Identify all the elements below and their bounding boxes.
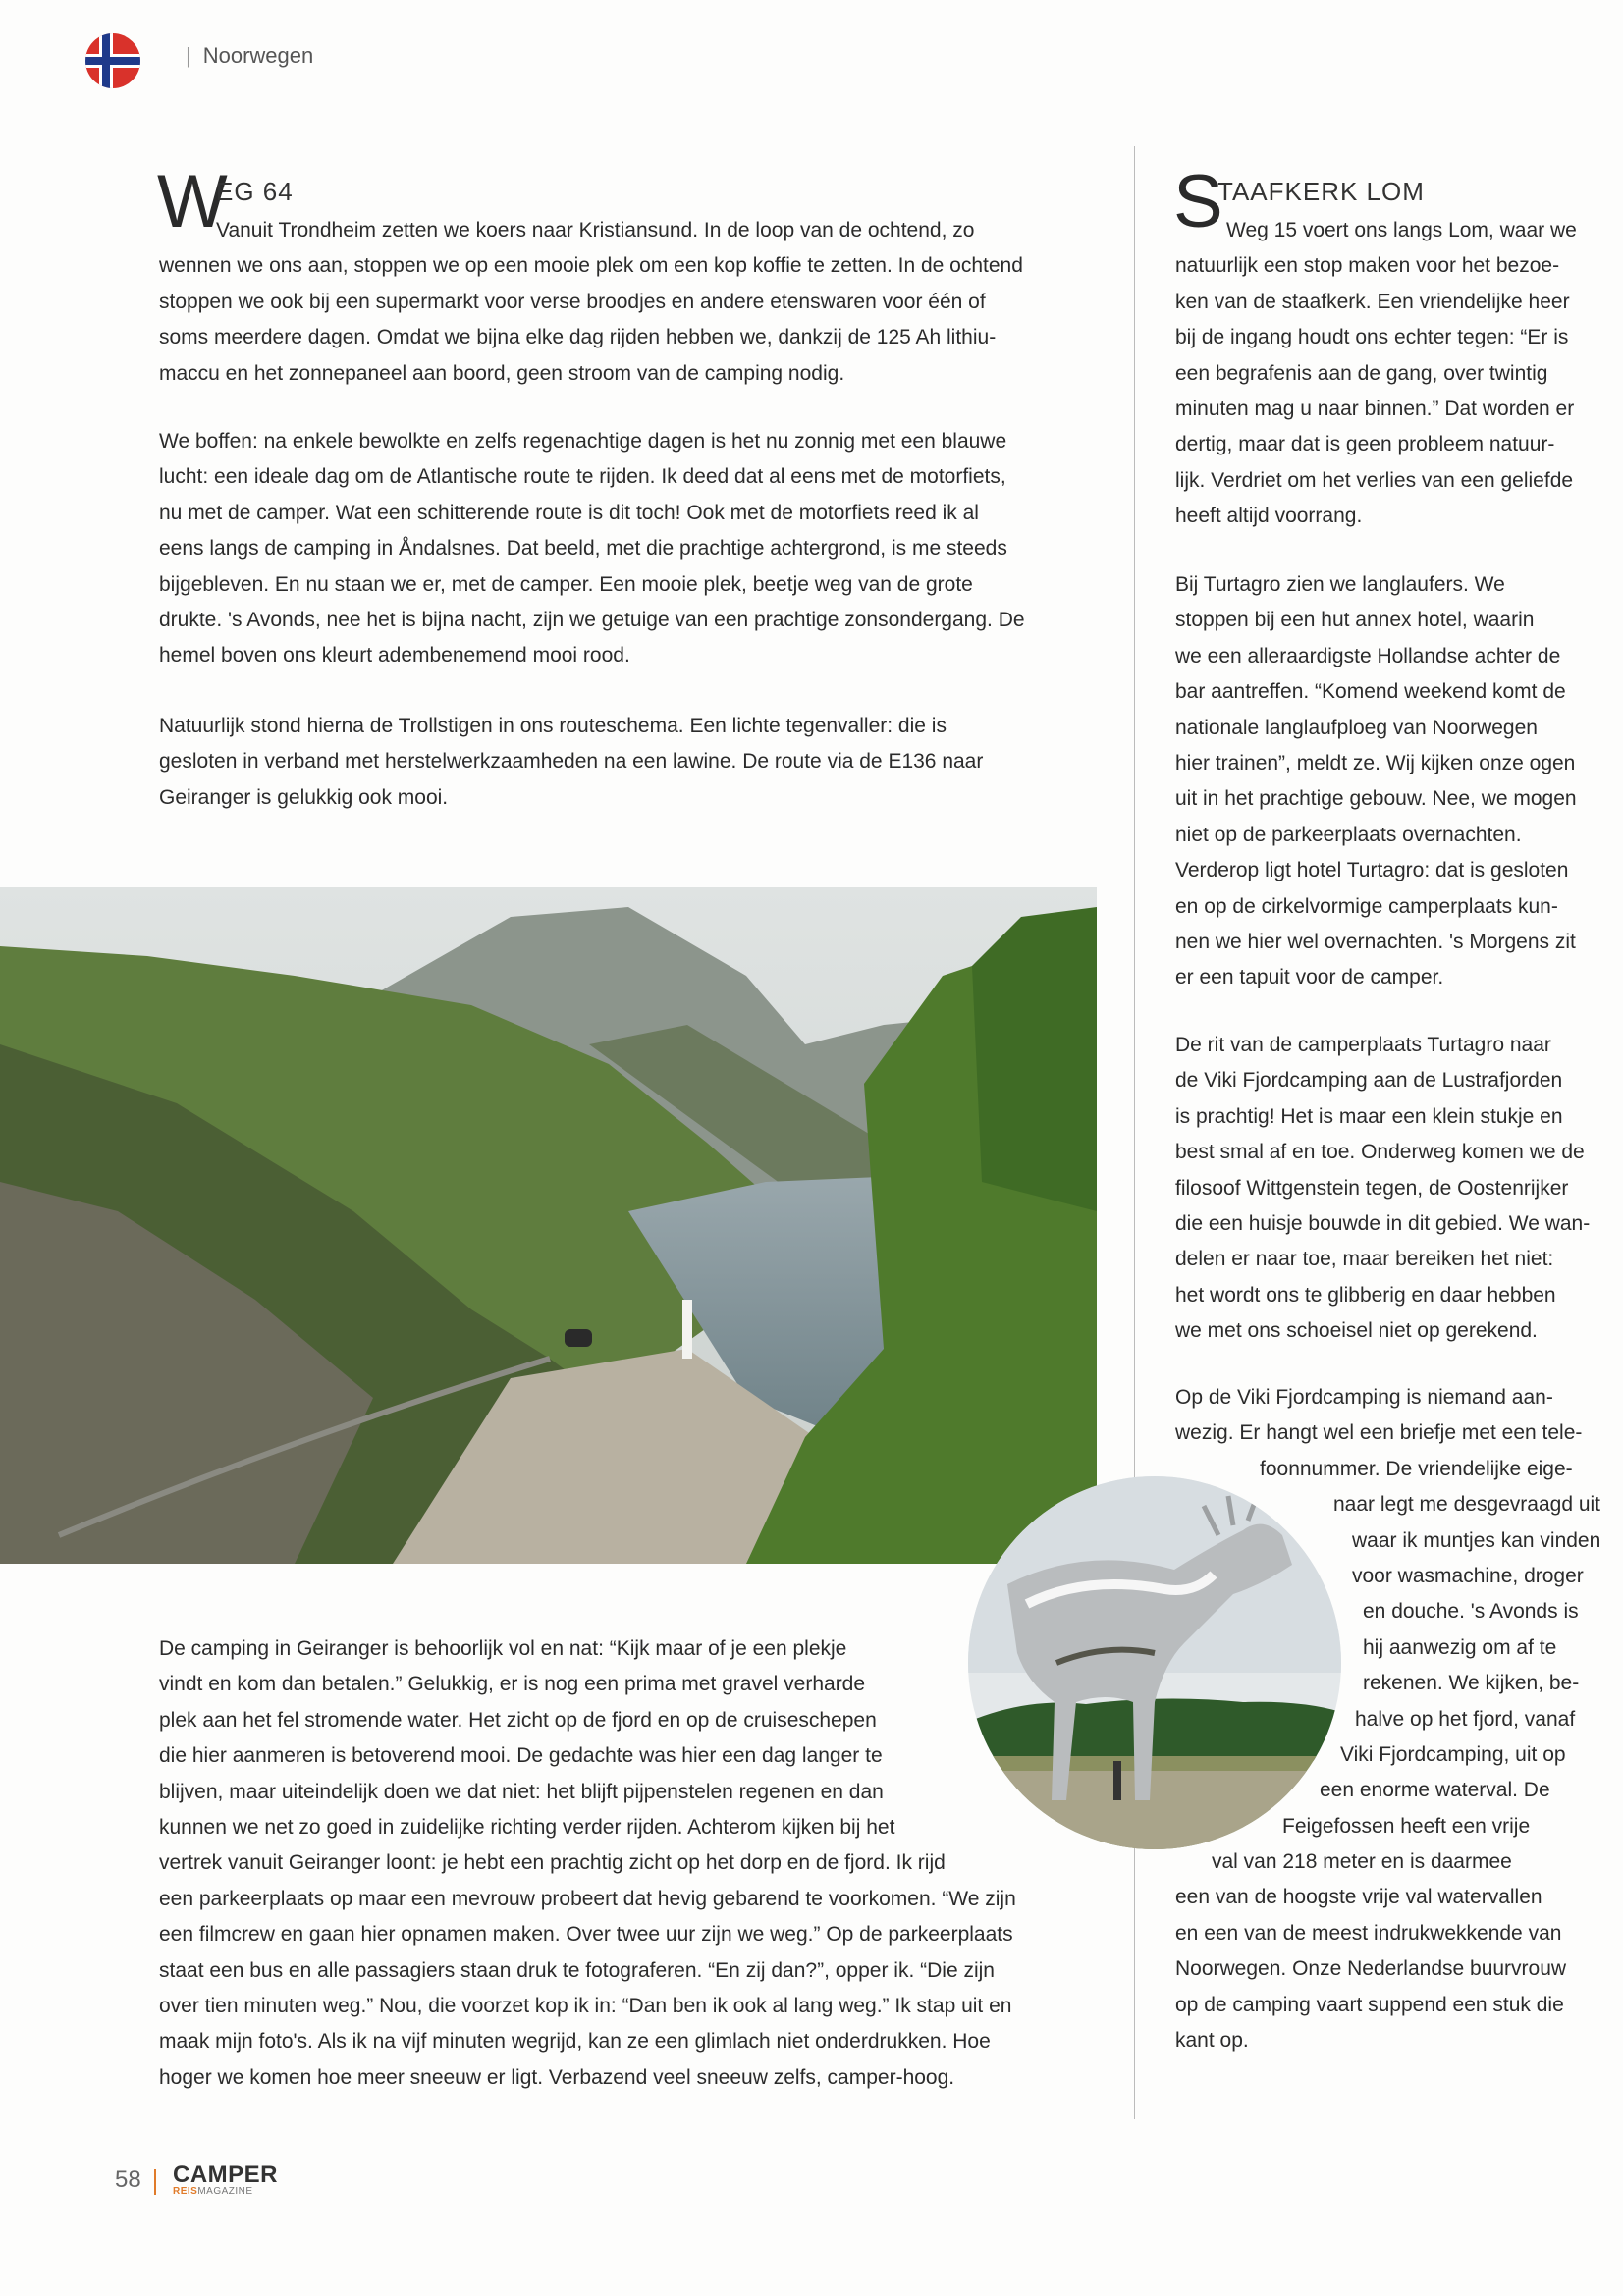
- text-line: op de camping vaart suppend een stuk die: [1175, 1993, 1564, 2016]
- text-line: hemel boven ons kleurt adembenemend mooi rood.: [159, 644, 630, 667]
- text-line: Viki Fjordcamping, uit op: [1340, 1742, 1566, 1766]
- heading-weg-64: EG 64: [216, 177, 294, 206]
- text-line: Weg 15 voert ons langs Lom, waar we: [1226, 219, 1577, 241]
- text-line: rekenen. We kijken, be-: [1363, 1672, 1580, 1695]
- paragraph-weg64-1: [159, 213, 1023, 392]
- text-line: minuten mag u naar binnen.” Dat worden er: [1175, 397, 1575, 420]
- text-line: en op de cirkelvormige camperplaats kun-: [1175, 894, 1558, 918]
- text-line: Geiranger is gelukkig ook mooi.: [159, 785, 449, 809]
- text-line: Op de Viki Fjordcamping is niemand aan-: [1175, 1386, 1553, 1409]
- text-line: foonnummer. De vriendelijke eige-: [1260, 1457, 1573, 1480]
- section-label: | Noorwegen: [186, 43, 314, 68]
- text-line: een filmcrew en gaan hier opnamen maken. Over twee uur zijn we weg.” Op de parkeerplaats: [159, 1923, 1013, 1947]
- dropcap-s: S: [1173, 160, 1223, 243]
- text-line: staat een bus en alle passagiers staan druk te fotograferen. “En zij dan?”, opper ik. “Die zijn: [159, 1958, 995, 1982]
- norway-flag-icon: [85, 33, 140, 88]
- text-line: Verderop ligt hotel Turtagro: dat is gesloten: [1175, 859, 1569, 882]
- dropcap-w: W: [157, 160, 228, 243]
- text-line: wennen we ons aan, stoppen we op een mooie plek om een kop koffie te zetten. In de ochtend: [159, 254, 1023, 278]
- text-line: nen we hier wel overnachten. 's Morgens zit: [1175, 930, 1576, 953]
- text-line: lucht: een ideale dag om de Atlantische route te rijden. Ik deed dat al eens met de motorfiets,: [159, 465, 1006, 489]
- text-line: wezig. Er hangt wel een briefje met een tele-: [1175, 1421, 1583, 1445]
- text-line: hier trainen”, meldt ze. Wij kijken onze ogen: [1175, 751, 1576, 774]
- text-line: en douche. 's Avonds is: [1363, 1600, 1579, 1624]
- text-line: kant op.: [1175, 2029, 1249, 2053]
- logo-main: CAMPER: [173, 2162, 279, 2188]
- text-line: bar aantreffen. “Komend weekend komt de: [1175, 680, 1566, 704]
- camper-reismagazine-logo: [173, 2163, 278, 2197]
- text-line: is prachtig! Het is maar een klein stukje en: [1175, 1104, 1563, 1128]
- text-line: die hier aanmeren is betoverend mooi. De gedachte was hier een dag langer te: [159, 1744, 883, 1768]
- section-title: Noorwegen: [202, 43, 314, 68]
- text-line: delen er naar toe, maar bereiken het niet:: [1175, 1248, 1554, 1271]
- paragraph-weg64-2: [159, 424, 1025, 674]
- text-line: drukte. 's Avonds, nee het is bijna nacht, zijn we getuige van een prachtige zonsondergang. De: [159, 608, 1025, 631]
- text-line: maccu en het zonnepaneel aan boord, geen stroom van de camping nodig.: [159, 361, 845, 385]
- text-line: maak mijn foto's. Als ik na vijf minuten wegrijd, kan ze een glimlach niet onderdrukken. Hoe: [159, 2030, 991, 2054]
- text-line: voor wasmachine, droger: [1352, 1564, 1584, 1587]
- text-line: Natuurlijk stond hierna de Trollstigen in ons routeschema. Een lichte tegenvaller: die is: [159, 715, 947, 737]
- paragraph-viki-rit: [1175, 1028, 1590, 1350]
- text-line: kunnen we net zo goed in zuidelijke richting verder rijden. Achterom kijken bij het: [159, 1815, 895, 1839]
- text-line: een enorme waterval. De: [1320, 1779, 1550, 1802]
- text-line: eens langs de camping in Åndalsnes. Dat beeld, met die prachtige achtergrond, is me steeds: [159, 537, 1007, 561]
- text-line: gesloten in verband met herstelwerkzaamheden na een lawine. De route via de E136 naar: [159, 750, 984, 774]
- text-line: een begrafenis aan de gang, over twintig: [1175, 361, 1548, 385]
- text-line: bijgebleven. En nu staan we er, met de camper. Een mooie plek, beetje weg van de grote: [159, 572, 973, 596]
- text-line: soms meerdere dagen. Omdat we bijna elke dag rijden hebben we, dankzij de 125 Ah lithiu-: [159, 326, 997, 349]
- text-line: niet op de parkeerplaats overnachten.: [1175, 823, 1522, 846]
- text-line: halve op het fjord, vanaf: [1355, 1707, 1576, 1731]
- text-line: een van de hoogste vrije val watervallen: [1175, 1886, 1542, 1909]
- text-line: vertrek vanuit Geiranger loont: je hebt een prachtig zicht op het dorp en de fjord. Ik rijd: [159, 1851, 946, 1875]
- heading-staafkerk-lom: TAAFKERK LOM: [1217, 177, 1425, 206]
- paragraph-weg64-3: [159, 709, 983, 816]
- text-line: we met ons schoeisel niet op gerekend.: [1175, 1319, 1538, 1343]
- text-line: er een tapuit voor de camper.: [1175, 966, 1444, 989]
- text-line: stoppen bij een hut annex hotel, waarin: [1175, 609, 1535, 632]
- text-line: uit in het prachtige gebouw. Nee, we mogen: [1175, 787, 1577, 811]
- text-line: filosoof Wittgenstein tegen, de Oostenrijker: [1175, 1176, 1569, 1200]
- text-line: de Viki Fjordcamping aan de Lustrafjorden: [1175, 1069, 1563, 1093]
- logo-accent: REIS: [173, 2186, 198, 2197]
- footer-separator: [154, 2169, 156, 2195]
- paragraph-geiranger: [159, 1631, 1016, 2096]
- text-line: het wordt ons te glibberig en daar hebben: [1175, 1283, 1556, 1307]
- text-line: lijk. Verdriet om het verlies van een geliefde: [1175, 468, 1574, 492]
- text-line: ken van de staafkerk. Een vriendelijke heer: [1175, 290, 1570, 313]
- fjord-landscape-photo: [0, 887, 1097, 1564]
- text-line: en een van de meest indrukwekkende van: [1175, 1921, 1562, 1945]
- text-line: natuurlijk een stop maken voor het bezoe-: [1175, 254, 1560, 278]
- text-line: heeft altijd voorrang.: [1175, 505, 1363, 528]
- text-line: we een alleraardigste Hollandse achter de: [1175, 644, 1561, 667]
- text-line: een parkeerplaats op maar een mevrouw probeert dat hevig gebarend te voorkomen. “We zijn: [159, 1887, 1016, 1910]
- text-line: De rit van de camperplaats Turtagro naar: [1175, 1034, 1551, 1056]
- text-line: waar ik muntjes kan vinden: [1352, 1528, 1601, 1552]
- paragraph-turtagro: [1175, 567, 1577, 996]
- text-line: blijven, maar uiteindelijk doen we dat niet: het blijft pijpenstelen regenen en dan: [159, 1780, 884, 1803]
- text-line: dertig, maar dat is geen probleem natuur-: [1175, 433, 1555, 456]
- text-line: naar legt me desgevraagd uit: [1333, 1493, 1601, 1517]
- text-line: best smal af en toe. Onderweg komen we de: [1175, 1141, 1585, 1164]
- text-line: Vanuit Trondheim zetten we koers naar Kristiansund. In de loop van de ochtend, zo: [216, 219, 975, 241]
- logo-sub: MAGAZINE: [197, 2186, 253, 2197]
- moose-sculpture-photo: [968, 1476, 1341, 1849]
- text-line: stoppen we ook bij een supermarkt voor verse broodjes en andere etenswaren voor één of: [159, 290, 986, 313]
- text-line: hoger we komen hoe meer sneeuw er ligt. Verbazend veel sneeuw zelfs, camper-hoog.: [159, 2065, 955, 2089]
- text-line: Bij Turtagro zien we langlaufers. We: [1175, 573, 1505, 596]
- paragraph-staafkerk-1: [1175, 213, 1577, 535]
- text-line: hij aanwezig om af te: [1363, 1635, 1557, 1659]
- text-line: bij de ingang houdt ons echter tegen: “Er is: [1175, 326, 1569, 349]
- page-number: 58: [115, 2166, 141, 2193]
- text-line: Noorwegen. Onze Nederlandse buurvrouw: [1175, 1957, 1567, 1981]
- text-line: plek aan het fel stromende water. Het zicht op de fjord en op de cruiseschepen: [159, 1708, 877, 1732]
- text-line: nu met de camper. Wat een schitterende route is dit toch! Ook met de motorfiets reed ik al: [159, 501, 979, 524]
- text-line: val van 218 meter en is daarmee: [1212, 1850, 1512, 1874]
- text-line: over tien minuten weg.” Nou, die voorzet kop ik in: “Dan ben ik ook al lang weg.” Ik stap uit en: [159, 1994, 1012, 2017]
- text-line: vindt en kom dan betalen.” Gelukkig, er is nog een prima met gravel verharde: [159, 1673, 866, 1696]
- text-line: De camping in Geiranger is behoorlijk vol en nat: “Kijk maar of je een plekje: [159, 1637, 847, 1660]
- text-line: We boffen: na enkele bewolkte en zelfs regenachtige dagen is het nu zonnig met een blauwe: [159, 430, 1007, 453]
- text-line: die een huisje bouwde in dit gebied. We wan-: [1175, 1211, 1591, 1235]
- text-line: Feigefossen heeft een vrije: [1282, 1814, 1531, 1838]
- text-line: nationale langlaufploeg van Noorwegen: [1175, 716, 1538, 739]
